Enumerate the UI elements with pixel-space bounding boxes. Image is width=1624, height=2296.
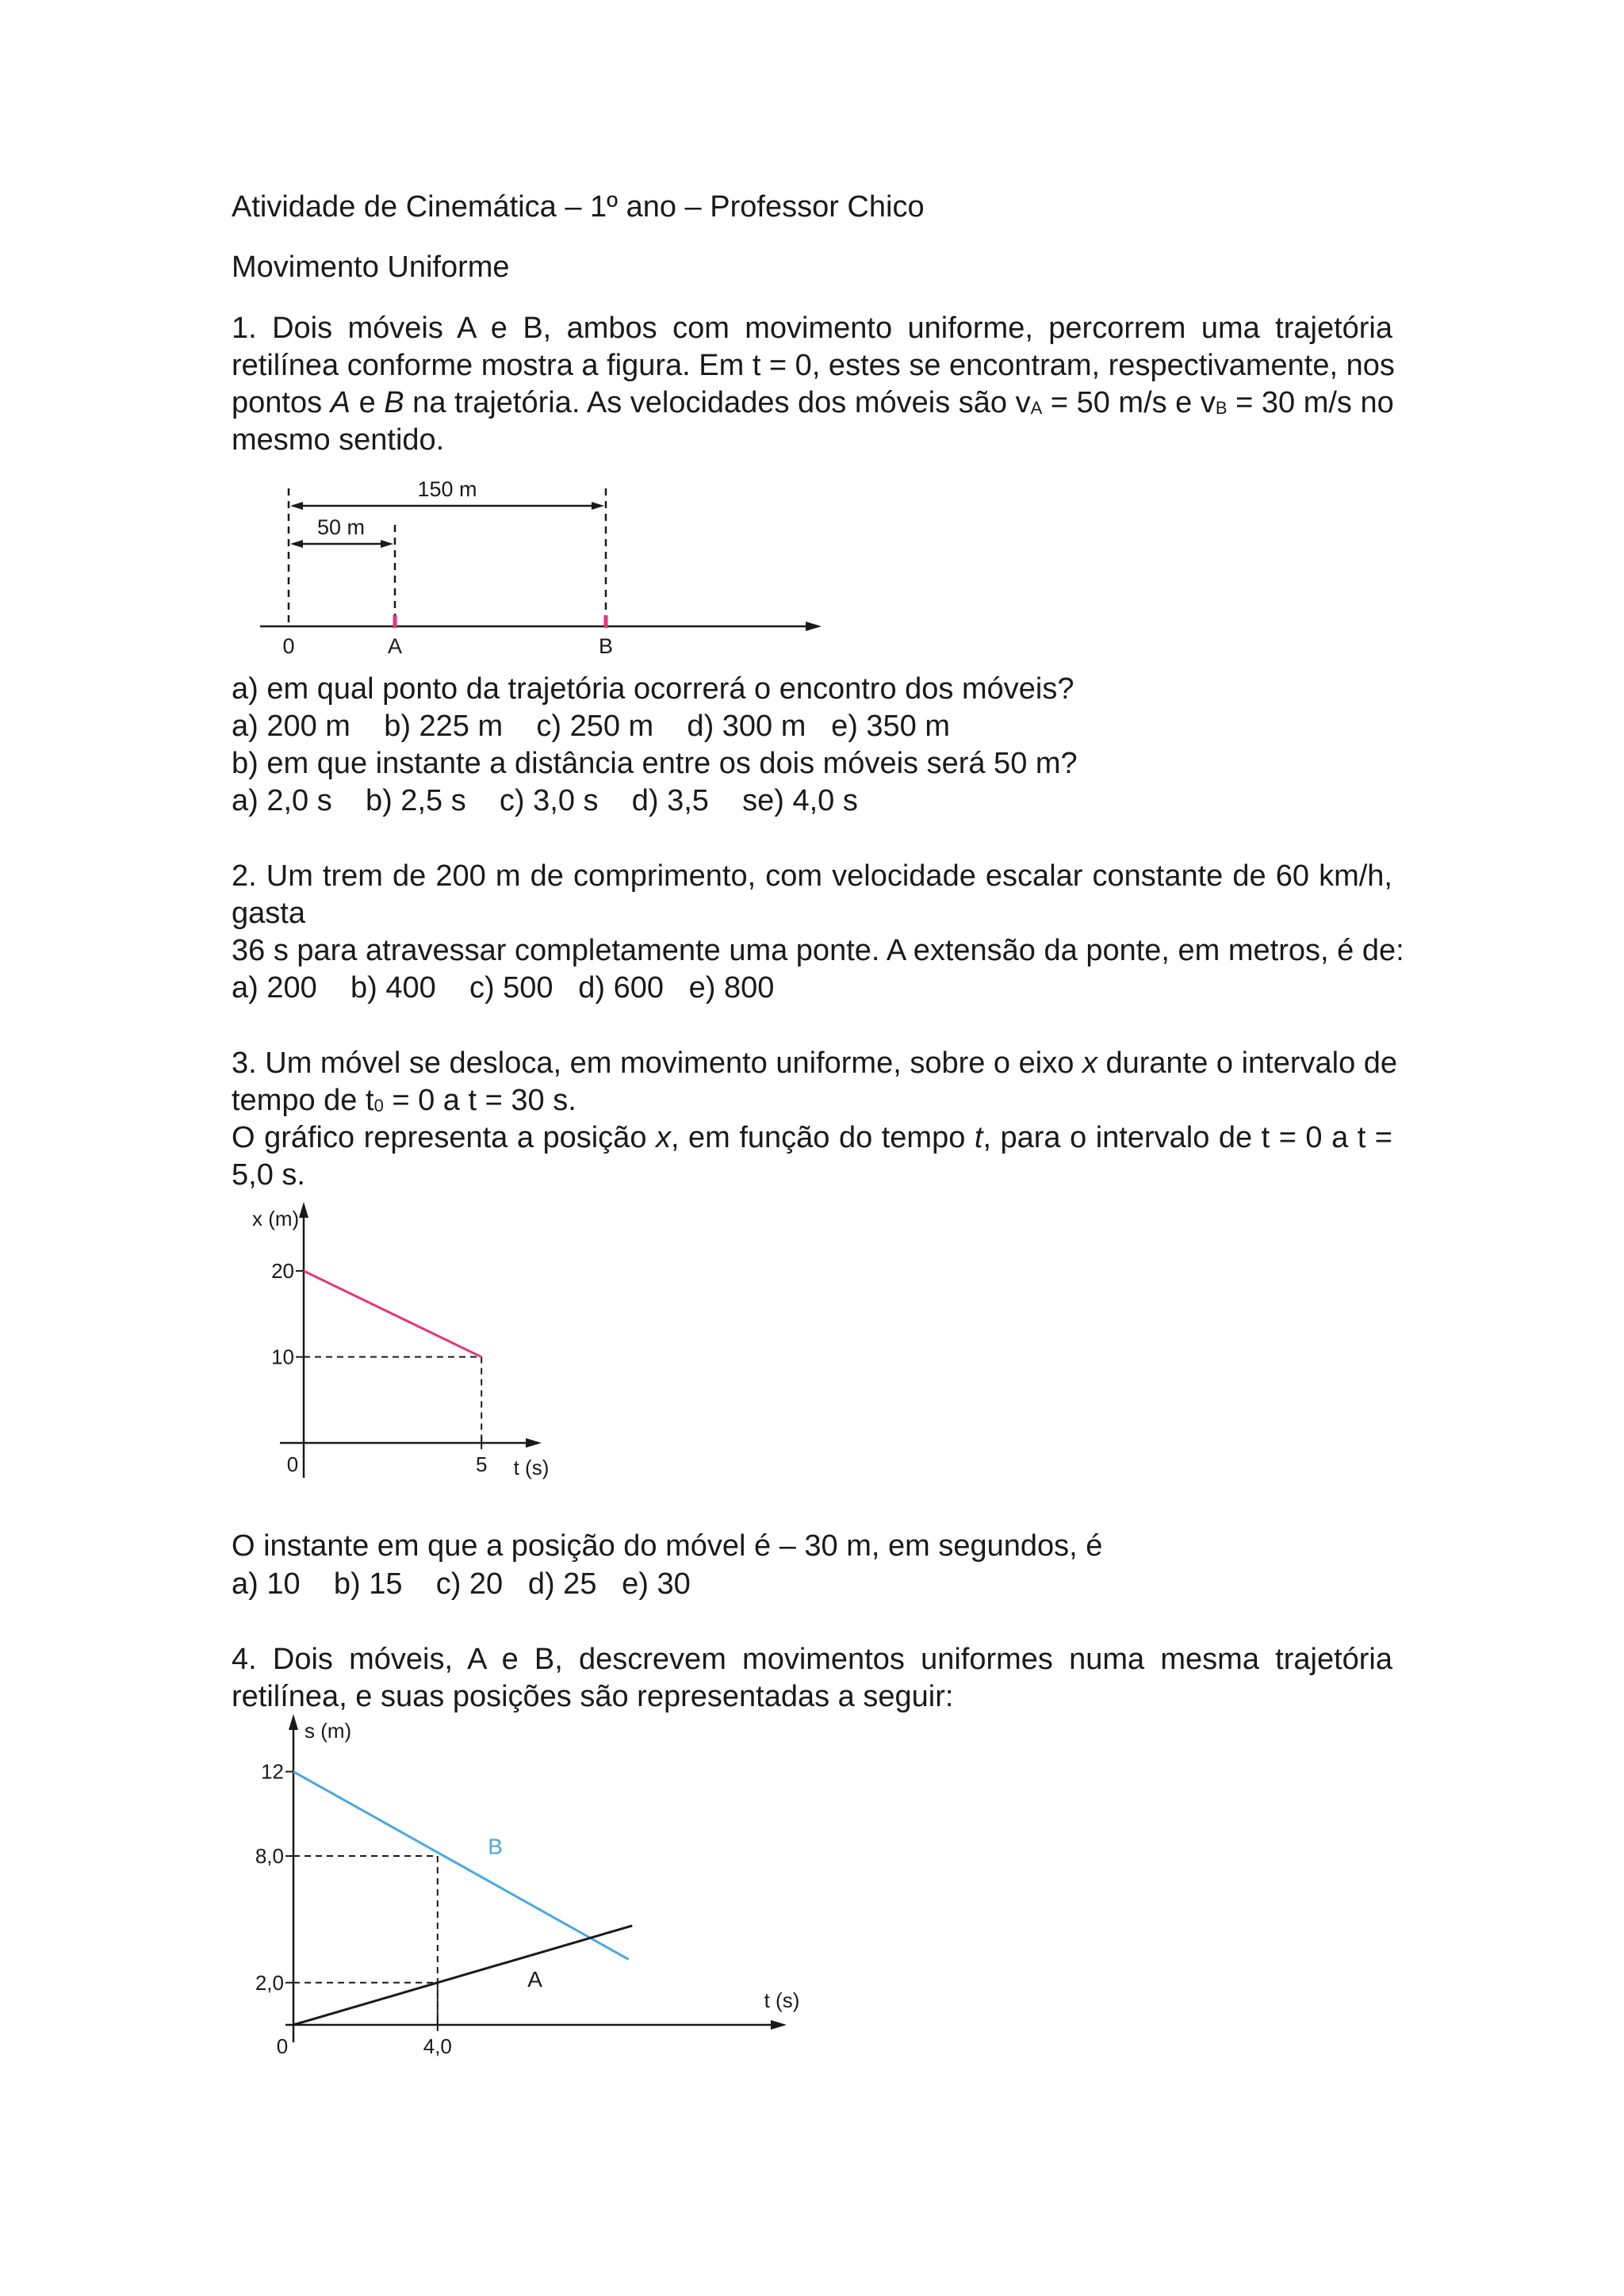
q3-statement-line-2: tempo de $t_0 = 0$ a t = 30 s. <box>232 1084 576 1117</box>
x-tick-label: 0 <box>276 2034 289 2058</box>
series-line-b <box>293 1772 629 1960</box>
y-axis-label: s (m) <box>304 1719 352 1743</box>
q1-statement-line-3: pontos A e B na trajetória. As velocidades dos móveis são $v_A = 50$ m/s e $v_B = 30$ m/s no <box>232 386 1394 419</box>
q3-options: a) 10 b) 15 c) 20 d) 25 e) 30 <box>232 1567 691 1601</box>
dimension-150-label: 150 m <box>417 477 477 501</box>
dimension-50-arrowhead-left <box>290 540 303 548</box>
y-tick-label: 2,0 <box>255 1970 284 1995</box>
q3-statement-line-4: 5,0 s. <box>232 1158 305 1192</box>
point-b-label: B <box>598 634 614 658</box>
x-axis-label: t (s) <box>764 1988 800 2012</box>
y-tick-label: 10 <box>271 1345 294 1369</box>
trajectory-figure <box>254 479 825 661</box>
q1-question-a-options: a) 200 m b) 225 m c) 250 m d) 300 m e) 350 m <box>232 710 951 743</box>
q2-options: a) 200 b) 400 c) 500 d) 600 e) 800 <box>232 971 775 1004</box>
y-tick-label: 8,0 <box>255 1844 284 1869</box>
y-axis-arrow <box>289 1714 298 1730</box>
series-line <box>304 1271 481 1357</box>
x-tick-label: 5 <box>475 1452 488 1476</box>
q1-statement-line-4: mesmo sentido. <box>232 423 445 457</box>
x-tick-label: 4,0 <box>423 2034 452 2058</box>
q3-statement-line-3: O gráfico representa a posição x, em função do tempo t, para o intervalo de t = 0 a t = <box>232 1121 1392 1154</box>
q2-statement-line-3: 36 s para atravessar completamente uma ponte. A extensão da ponte, em metros, é de: <box>232 934 1404 967</box>
q1-statement-line-1: 1. Dois móveis A e B, ambos com movimento uniforme, percorrem uma trajetória <box>232 312 1392 345</box>
q4-statement-line-1: 4. Dois móveis, A e B, descrevem movimentos uniformes numa mesma trajetória <box>232 1643 1392 1676</box>
y-axis-label: x (m) <box>252 1207 300 1230</box>
y-axis-arrow <box>299 1202 308 1218</box>
dimension-50-label: 50 m <box>316 515 366 539</box>
q1-question-b: b) em que instante a distância entre os dois móveis será 50 m? <box>232 747 1078 780</box>
point-a-label: A <box>387 634 403 658</box>
q1-statement-line-2: retilínea conforme mostra a figura. Em t = 0, estes se encontram, respectivamente, nos <box>232 349 1395 382</box>
origin-label: 0 <box>282 634 295 658</box>
q1-question-a: a) em qual ponto da trajetória ocorrerá o encontro dos móveis? <box>232 672 1074 706</box>
q2-statement-line-2: gasta <box>232 897 305 930</box>
y-tick-label: 12 <box>261 1759 284 1784</box>
y-tick-label: 20 <box>271 1259 294 1284</box>
q3-question: O instante em que a posição do móvel é – 30 m, em segundos, é <box>232 1529 1103 1563</box>
series-line-a <box>293 1926 632 2025</box>
q3-statement-line-1: 3. Um móvel se desloca, em movimento uniforme, sobre o eixo x durante o intervalo de <box>232 1047 1398 1080</box>
position-time-chart-2 <box>230 1711 833 2076</box>
series-label-b: B <box>488 1834 503 1859</box>
x-axis-arrow <box>526 1438 542 1448</box>
section-subtitle: Movimento Uniforme <box>232 251 510 284</box>
q4-statement-line-2: retilínea, e suas posições são representadas a seguir: <box>232 1680 954 1713</box>
page-title: Atividade de Cinemática – 1º ano – Professor Chico <box>232 190 925 224</box>
dimension-50-arrowhead-right <box>381 540 393 548</box>
position-time-chart-1 <box>238 1196 571 1529</box>
trajectory-axis-arrow <box>806 622 822 631</box>
q2-statement-line-1: 2. Um trem de 200 m de comprimento, com velocidade escalar constante de 60 km/h, <box>232 859 1392 893</box>
x-axis-label: t (s) <box>513 1456 550 1479</box>
dimension-150-arrowhead-right <box>592 502 604 510</box>
series-label-a: A <box>527 1967 542 1992</box>
dimension-150-arrowhead-left <box>290 502 303 510</box>
x-tick-label: 0 <box>286 1452 299 1476</box>
q1-question-b-options: a) 2,0 s b) 2,5 s c) 3,0 s d) 3,5 se) 4,0 s <box>232 784 858 817</box>
x-axis-arrow <box>771 2020 787 2030</box>
